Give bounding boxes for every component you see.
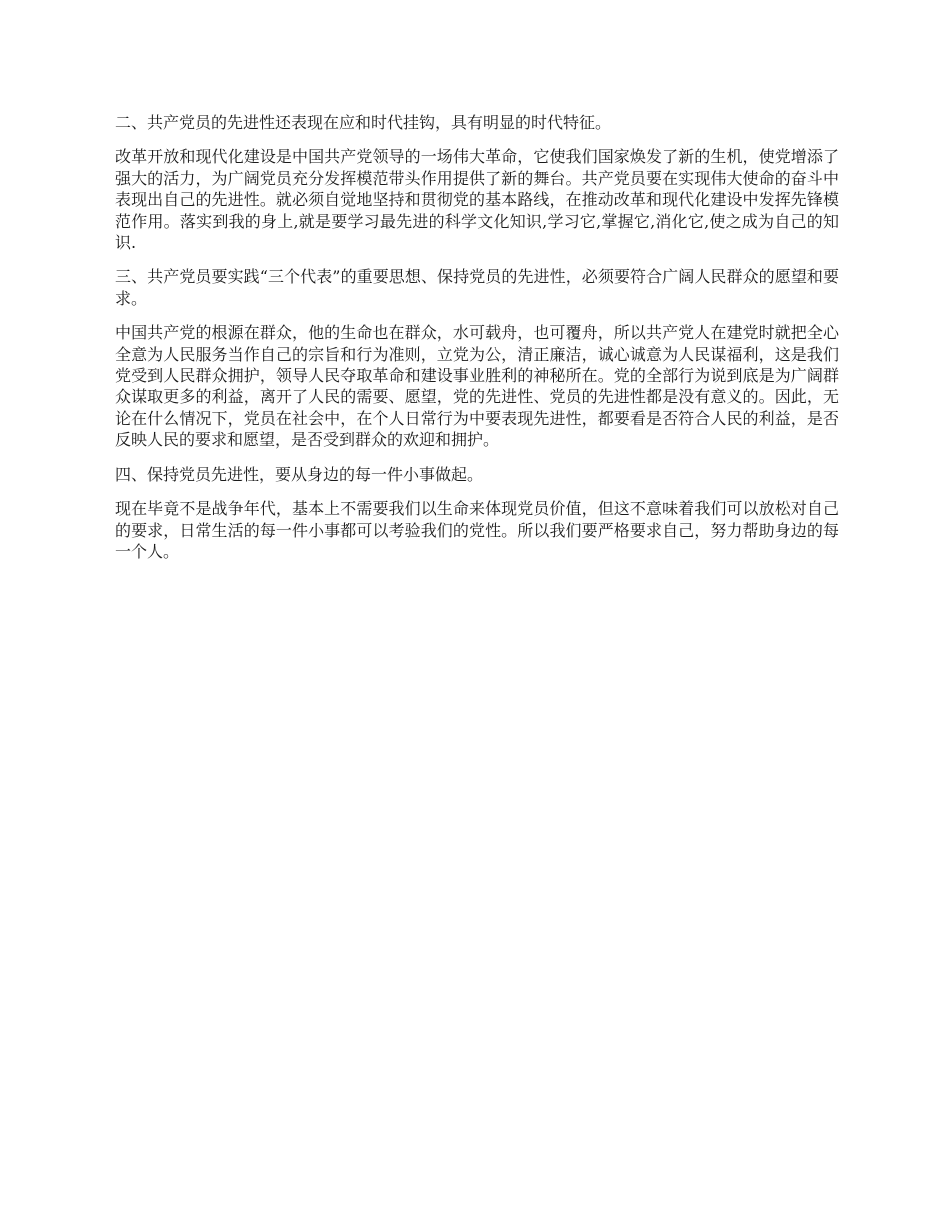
section-heading-3: 三、共产党员要实践“三个代表”的重要思想、保持党员的先进性，必须要符合广阔人民群众的愿望和要求。 xyxy=(115,267,839,308)
section-heading-2: 二、共产党员的先进性还表现在应和时代挂钩，具有明显的时代特征。 xyxy=(115,113,612,132)
document-page xyxy=(115,112,839,575)
body-paragraph-3: 现在毕竟不是战争年代，基本上不需要我们以生命来体现党员价值，但这不意味着我们可以放松对自己的要求，日常生活的每一件小事都可以考验我们的党性。所以我们要严格要求自己，努力帮助身边的每一个人。 xyxy=(115,499,839,561)
body-paragraph-1: 改革开放和现代化建设是中国共产党领导的一场伟大革命，它使我们国家焕发了新的生机，使党增添了强大的活力，为广阔党员充分发挥模范带头作用提供了新的舞台。共产党员要在实现伟大使命的奋斗中表现出自己的先进性。就必须自觉地坚持和贯彻党的基本路线，在推动改革和现代化建设中发挥先锋模范作用。落实到我的身上,就是要学习最先进的科学文化知识,学习它,掌握它,消化它,使之成为自己的知识. xyxy=(115,147,839,253)
section-heading-4: 四、保持党员先进性，要从身边的每一件小事做起。 xyxy=(115,464,484,484)
body-paragraph-2: 中国共产党的根源在群众，他的生命也在群众，水可载舟，也可覆舟，所以共产党人在建党时就把全心全意为人民服务当作自己的宗旨和行为准则，立党为公，清正廉洁，诚心诚意为人民谋福利，这是我们党受到人民群众拥护，领导人民夺取革命和建设事业胜利的神秘所在。党的全部行为说到底是为广阔群众谋取更多的利益，离开了人民的需要、愿望，党的先进性、党员的先进性都是没有意义的。因此，无论在什么情况下，党员在社会中，在个人日常行为中要表现先进性，都要看是否符合人民的利益，是否反映人民的要求和愿望，是否受到群众的欢迎和拥护。 xyxy=(115,323,839,450)
